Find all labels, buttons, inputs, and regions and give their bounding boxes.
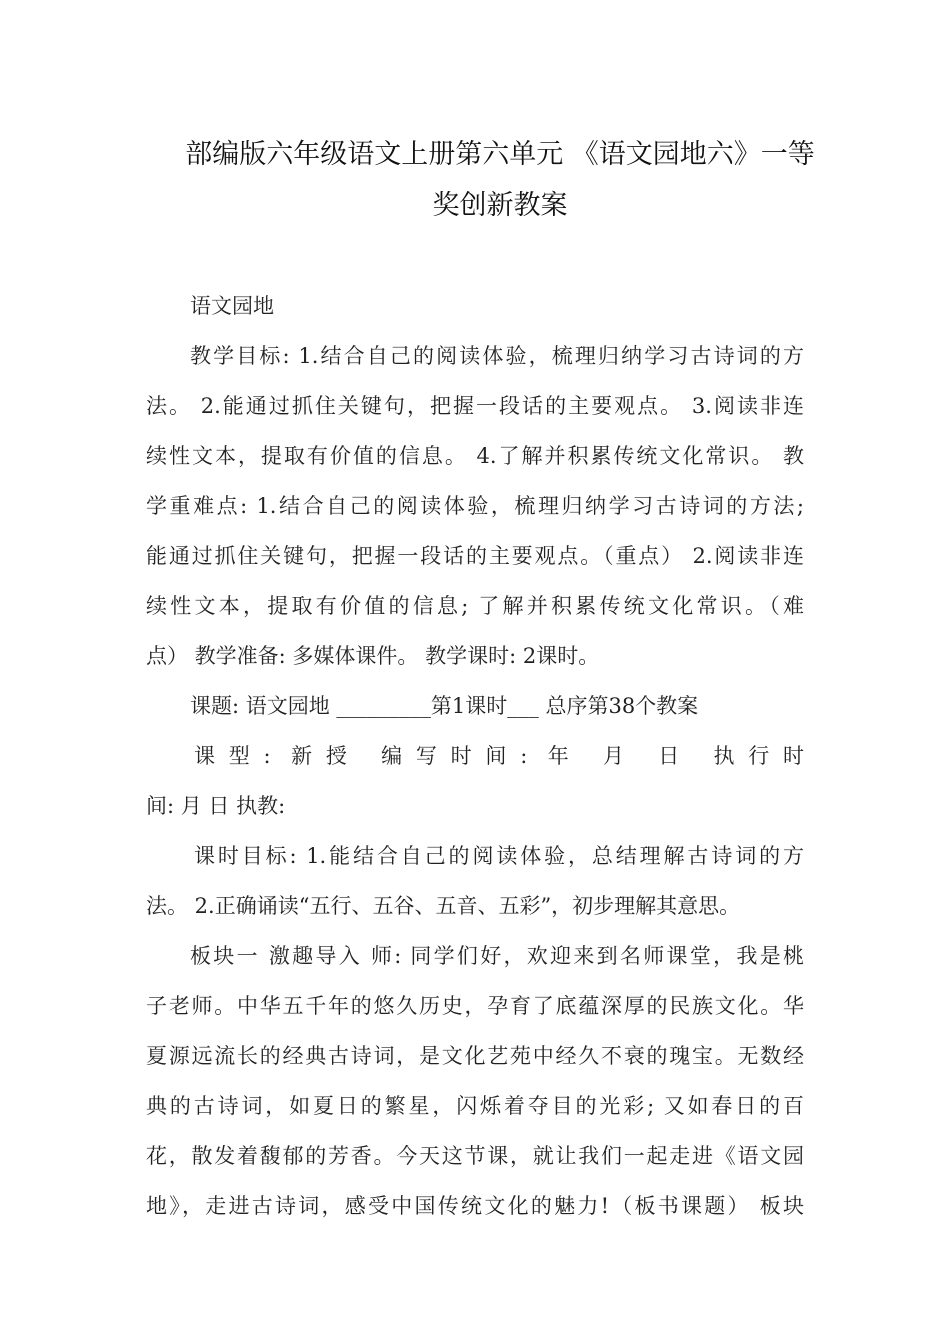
body-line: 花，散发着馥郁的芳香。今天这节课，就让我们一起走进《语文园 (146, 1144, 804, 1168)
lesson-info-line: 课题: 语文园地 _________第1课时___ 总序第38个教案 (190, 694, 699, 718)
body-line: 教学目标: 1.结合自己的阅读体验，梳理归纳学习古诗词的方 (190, 344, 804, 368)
body-line: 板块一 激趣导入 师: 同学们好，欢迎来到名师课堂，我是桃 (190, 944, 804, 968)
lesson-info-line: 间: 月 日 执教: (146, 794, 286, 818)
section-heading: 语文园地 (190, 294, 274, 318)
body-line: 子老师。中华五千年的悠久历史，孕育了底蕴深厚的民族文化。华 (146, 994, 804, 1018)
body-line: 法。 2.正确诵读“五行、五谷、五音、五彩”，初步理解其意思。 (146, 894, 741, 918)
document-title-line-2: 奖创新教案 (432, 190, 568, 221)
body-line: 课时目标: 1.能结合自己的阅读体验，总结理解古诗词的方 (194, 844, 804, 868)
body-line: 续性文本，提取有价值的信息。 4.了解并积累传统文化常识。 教 (146, 444, 804, 468)
body-line: 学重难点: 1.结合自己的阅读体验，梳理归纳学习古诗词的方法; (146, 494, 804, 518)
body-line: 法。 2.能通过抓住关键句，把握一段话的主要观点。 3.阅读非连 (146, 394, 804, 418)
body-line: 夏源远流长的经典古诗词，是文化艺苑中经久不衰的瑰宝。无数经 (146, 1044, 804, 1068)
body-line: 续性文本，提取有价值的信息; 了解并积累传统文化常识。（难 (146, 594, 804, 618)
body-line: 点） 教学准备: 多媒体课件。 教学课时: 2课时。 (146, 644, 600, 668)
body-line: 地》，走进古诗词，感受中国传统文化的魅力!（板书课题） 板块 (146, 1194, 804, 1218)
lesson-info-line: 课型: 新授 编写时间: 年 月 日 执行时 (194, 744, 804, 768)
body-line: 能通过抓住关键句，把握一段话的主要观点。（重点） 2.阅读非连 (146, 544, 804, 568)
body-line: 典的古诗词，如夏日的繁星，闪烁着夺目的光彩; 又如春日的百 (146, 1094, 804, 1118)
document-title-line-1: 部编版六年级语文上册第六单元 《语文园地六》一等 (185, 139, 815, 170)
